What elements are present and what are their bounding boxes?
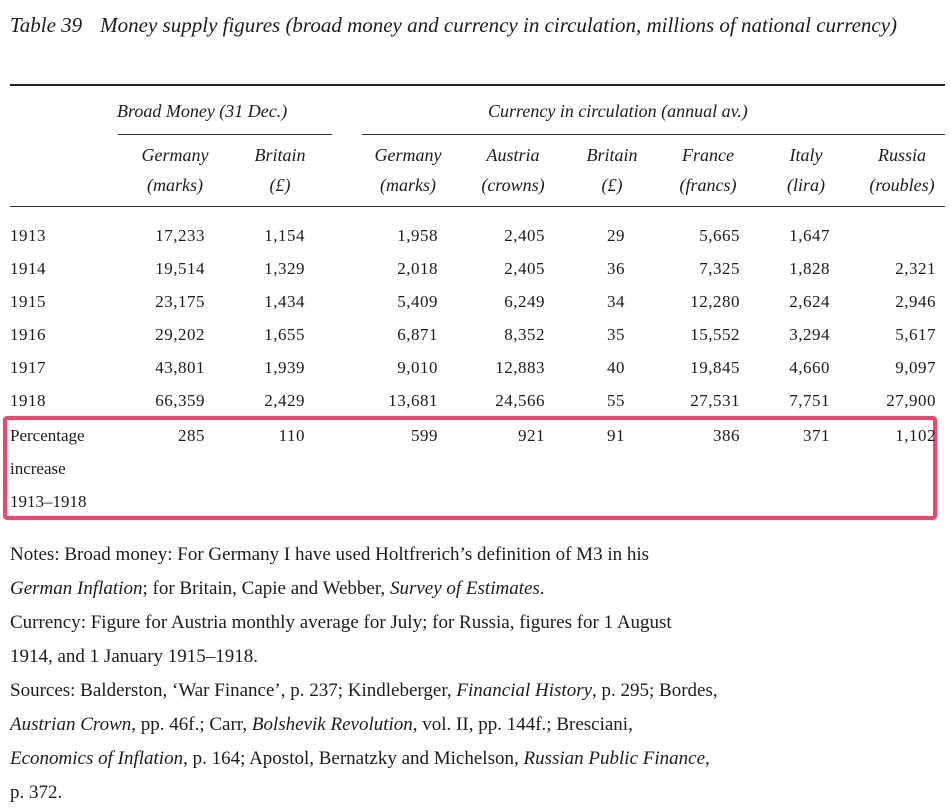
table-cell: 36 — [607, 259, 625, 278]
table-cell: 1,154 — [264, 226, 305, 245]
row-year: 1913 — [10, 226, 46, 245]
table-cell: 19,845 — [690, 358, 740, 377]
column-unit: (lira) — [787, 175, 825, 195]
table-cell: 1,939 — [264, 358, 305, 377]
increase-cell: 921 — [518, 426, 545, 445]
column-unit: (roubles) — [869, 175, 935, 195]
table-cell: 1,434 — [264, 292, 305, 311]
column-unit: (crowns) — [481, 175, 545, 195]
increase-cell: 1,102 — [895, 426, 936, 445]
column-country: Germany — [141, 145, 209, 165]
table-cell: 43,801 — [155, 358, 205, 377]
column-header — [458, 140, 568, 200]
table-title-text: Money supply figures (broad money and currency in circulation, millions of national currency) — [100, 13, 898, 37]
table-cell: 35 — [607, 325, 625, 344]
table-cell: 19,514 — [155, 259, 205, 278]
table-cell: 27,531 — [690, 391, 740, 410]
table-cell: 9,097 — [895, 358, 936, 377]
table-cell: 1,958 — [397, 226, 438, 245]
table-cell: 27,900 — [886, 391, 936, 410]
table-cell: 6,249 — [504, 292, 545, 311]
column-country: Germany — [374, 145, 442, 165]
table-cell: 12,883 — [495, 358, 545, 377]
column-country: Russia — [877, 145, 926, 165]
increase-cell: 599 — [411, 426, 438, 445]
table-cell: 5,665 — [699, 226, 740, 245]
increase-cell: 386 — [713, 426, 740, 445]
table-cell: 2,429 — [264, 391, 305, 410]
table-cell: 1,655 — [264, 325, 305, 344]
table-cell: 40 — [607, 358, 625, 377]
column-header — [847, 140, 951, 200]
row-year: 1918 — [10, 391, 46, 410]
table-cell: 1,828 — [789, 259, 830, 278]
group-currency: Currency in circulation (annual av.) — [488, 101, 748, 121]
table-cell: 1,647 — [789, 226, 830, 245]
row-year: 1915 — [10, 292, 46, 311]
table-cell: 2,018 — [397, 259, 438, 278]
table-cell: 55 — [607, 391, 625, 410]
table-cell: 7,325 — [699, 259, 740, 278]
column-header — [120, 140, 230, 200]
increase-cell: 110 — [278, 426, 305, 445]
table-cell: 12,280 — [690, 292, 740, 311]
column-unit: (£) — [269, 175, 291, 195]
table-cell: 29 — [607, 226, 625, 245]
row-year: 1917 — [10, 358, 46, 377]
column-unit: (francs) — [679, 175, 737, 195]
table-cell: 9,010 — [397, 358, 438, 377]
column-country: France — [682, 145, 734, 165]
table-cell: 2,624 — [789, 292, 830, 311]
table-cell: 24,566 — [495, 391, 545, 410]
table-cell: 34 — [607, 292, 625, 311]
table-cell: 5,617 — [895, 325, 936, 344]
table-cell: 29,202 — [155, 325, 205, 344]
notes-sources: Sources: Balderston, ‘War Finance’, p. 237; Kindleberger, Financial History, p. 295; Bordes, Austrian Crown, pp. 46f.; Carr, Bolshevik Revolution, vol. II, pp. 144f.; Bresciani, Economics of Inflation, p. 164; Apostol, Bernatzky and Michelson, Russian Public Finance, p. 372. — [10, 680, 718, 803]
group-rule-currency — [362, 134, 945, 135]
column-header — [557, 140, 667, 200]
column-country: Britain — [586, 145, 638, 165]
column-unit: (marks) — [147, 175, 203, 195]
increase-cell: 285 — [178, 426, 205, 445]
column-unit: (£) — [601, 175, 623, 195]
table-cell: 8,352 — [504, 325, 545, 344]
table-cell: 1,329 — [264, 259, 305, 278]
top-rule — [10, 84, 945, 86]
increase-label-3: 1913–1918 — [10, 492, 87, 511]
header-rule — [10, 206, 945, 207]
table-cell: 66,359 — [155, 391, 205, 410]
column-header — [225, 140, 335, 200]
group-rule-broad — [118, 134, 332, 135]
table-cell: 2,321 — [895, 259, 936, 278]
column-country: Britain — [254, 145, 306, 165]
increase-cell: 91 — [607, 426, 625, 445]
column-header — [653, 140, 763, 200]
notes — [10, 538, 945, 810]
table-cell: 15,552 — [690, 325, 740, 344]
increase-cell: 371 — [803, 426, 830, 445]
table-cell: 6,871 — [397, 325, 438, 344]
notes-currency: Currency: Figure for Austria monthly average for July; for Russia, figures for 1 August 1914, and 1 January 1915–1918. — [10, 612, 672, 667]
column-country: Austria — [486, 145, 540, 165]
increase-label-1: Percentage — [10, 426, 85, 445]
row-year: 1914 — [10, 259, 46, 278]
table-cell: 23,175 — [155, 292, 205, 311]
increase-label-2: increase — [10, 459, 66, 478]
table-cell: 2,405 — [504, 259, 545, 278]
table-cell: 2,946 — [895, 292, 936, 311]
column-header — [353, 140, 463, 200]
column-country: Italy — [789, 145, 823, 165]
table-cell: 7,751 — [789, 391, 830, 410]
group-broad-money: Broad Money (31 Dec.) — [117, 101, 288, 121]
table-title — [10, 8, 930, 42]
table-cell: 4,660 — [789, 358, 830, 377]
row-year: 1916 — [10, 325, 46, 344]
notes-broad-money: Notes: Broad money: For Germany I have used Holtfrerich’s definition of M3 in his German Inflation; for Britain, Capie and Webber, Survey of Estimates. — [10, 544, 650, 599]
table-cell: 5,409 — [397, 292, 438, 311]
table-cell: 17,233 — [155, 226, 205, 245]
table-number: Table 39 — [10, 13, 83, 37]
column-header — [751, 140, 861, 200]
table-cell: 13,681 — [388, 391, 438, 410]
column-unit: (marks) — [380, 175, 436, 195]
table-cell: 2,405 — [504, 226, 545, 245]
table-cell: 3,294 — [789, 325, 830, 344]
